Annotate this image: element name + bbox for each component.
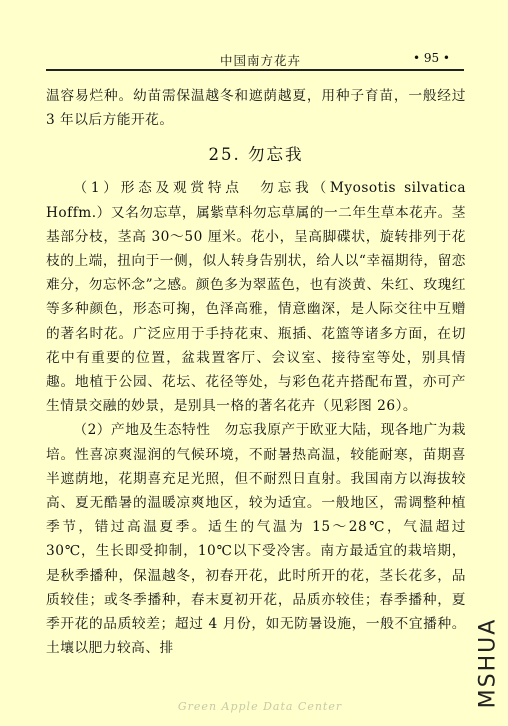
side-watermark-text: MSHUA [475, 617, 501, 709]
page-number: • 95 • [412, 51, 450, 65]
paragraph-habitat: （2）产地及生态特性 勿忘我原产于欧亚大陆，现各地广为栽培。性喜凉爽湿润的气候环境，不耐暑热高温，较能耐寒，苗期喜半遮荫地，花期喜充足光照，但不耐烈日直射。我国南方以海拔较高、夏无酷暑的温暖凉爽地区，较为适宜。一般地区，需调整种植季节，错过高温夏季。适生的气温为 15～28℃，气温超过 30℃，生长即受抑制，10℃以下受冷害。南方最适宜的栽培期，是秋季播种，保温越冬，初春开花，此时所开的花，茎长花多，品质较佳；或冬季播种，春末夏初开花，品质亦较佳；春季播种，夏季开花的品质较差；超过 4 月份，如无防暑设施，一般不宜播种。土壤以肥力较高、排 [46, 422, 466, 657]
paragraph-continued: 温容易烂种。幼苗需保温越冬和遮荫越夏，用种子育苗，一般经过 3 年以后方能开花。 [46, 88, 466, 129]
page-body [46, 84, 466, 660]
header-rule [46, 69, 464, 71]
paragraph-morphology: （1）形态及观赏特点 勿忘我（Myosotis silvatica Hoffm.）又名勿忘草，属紫草科勿忘草属的一二年生草本花卉。茎基部分枝，茎高 30～50 厘米。花小，呈高脚碟状，旋转排列于花枝的上端，扭向于一侧，似人转身告别状，给人以“幸福期待，留恋难分，勿忘怀念”之感。颜色多为翠蓝色，也有淡黄、朱红、玫瑰红等多种颜色，形态可掬，色泽高雅，情意幽深，是人际交往中互赠的著名时花。广泛应用于手持花束、瓶插、花篮等诸多方面，在切花中有重要的位置，盆栽置客厅、会议室、接待室等处，别具情趣。地植于公园、花坛、花径等处，与彩色花卉搭配布置，亦可产生情景交融的妙景，是别具一格的著名花卉（见彩图 26）。 [46, 180, 466, 415]
book-title: 中国南方花卉 [220, 53, 302, 68]
section-heading: 25. 勿忘我 [208, 145, 304, 165]
side-watermark [470, 608, 506, 718]
watermark: Green Apple Data Center [177, 700, 343, 713]
running-header [46, 51, 464, 68]
